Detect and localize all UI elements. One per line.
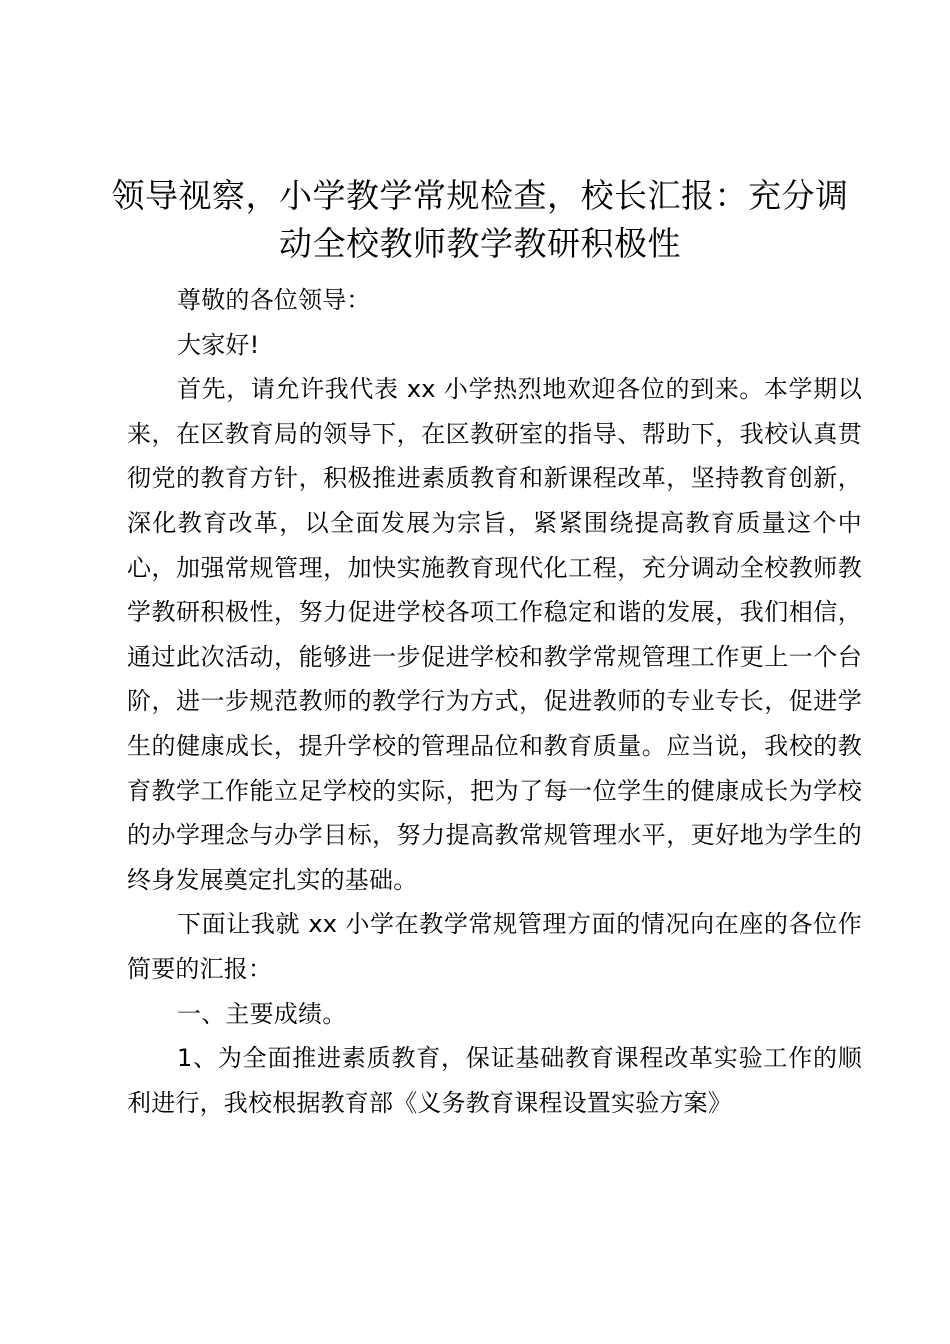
paragraph-intro: 首先，请允许我代表 xx 小学热烈地欢迎各位的到来。本学期以来，在区教育局的领导下，在区教研室的指导、帮助下，我校认真贯彻党的教育方针，积极推进素质教育和新课程改革，坚持教育创新，深化教育改革，以全面发展为宗旨，紧紧围绕提高教育质量这个中心，加强常规管理，加快实施教育现代化工程，充分调动全校教师教学教研积极性，努力促进学校各项工作稳定和谐的发展，我们相信，通过此次活动，能够进一步促进学校和教学常规管理工作更上一个台阶，进一步规范教师的教学行为方式，促进教师的专业专长，促进学生的健康成长，提升学校的管理品位和教育质量。应当说，我校的教育教学工作能立足学校的实际，把为了每一位学生的健康成长为学校的办学理念与办学目标，努力提高教常规管理水平，更好地为学生的终身发展奠定扎实的基础。 xyxy=(127,375,862,894)
document-title: 领导视察，小学教学常规检查，校长汇报：充分调动全校教师教学教研积极性 xyxy=(111,176,849,263)
section-heading-achievements: 一、主要成绩。 xyxy=(177,999,347,1028)
greeting: 大家好! xyxy=(177,330,260,359)
salutation: 尊敬的各位领导： xyxy=(177,286,371,314)
paragraph-report-lead: 下面让我就 xx 小学在教学常规管理方面的情况向在座的各位作简要的汇报： xyxy=(127,910,862,983)
document-body xyxy=(127,278,862,1125)
paragraph-item-1: 1、为全面推进素质教育，保证基础教育课程改革实验工作的顺利进行，我校根据教育部《义务教育课程设置实验方案》 xyxy=(127,1044,862,1117)
